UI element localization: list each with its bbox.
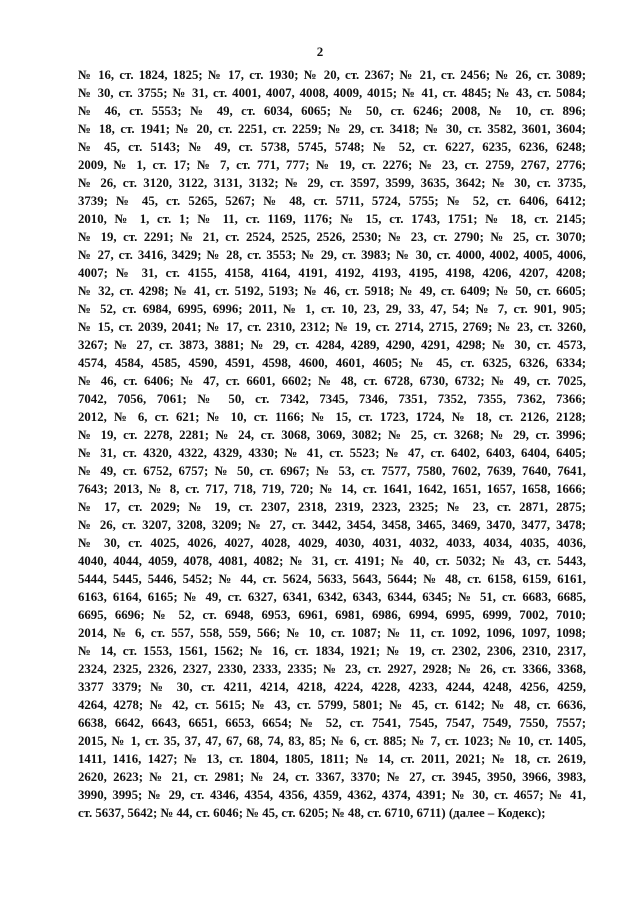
text-line: 3267; № 27, ст. 3873, 3881; № 29, ст. 4284, 4289, 4290, 4291, 4298; № 30, ст. 4573, (78, 338, 586, 352)
text-line: 4264, 4278; № 42, ст. 5615; № 43, ст. 5799, 5801; № 45, ст. 6142; № 48, ст. 6636, (78, 698, 586, 712)
text-line: 4574, 4584, 4585, 4590, 4591, 4598, 4600, 4601, 4605; № 45, ст. 6325, 6326, 6334; (78, 356, 586, 370)
page-number: 2 (316, 44, 324, 59)
text-line: 4007; № 31, ст. 4155, 4158, 4164, 4191, 4192, 4193, 4195, 4198, 4206, 4207, 4208; (78, 266, 586, 280)
text-line: № 18, ст. 1941; № 20, ст. 2251, ст. 2259; № 29, ст. 3418; № 30, ст. 3582, 3601, 3604; (78, 122, 586, 136)
text-line: 3739; № 45, ст. 5265, 5267; № 48, ст. 5711, 5724, 5755; № 52, ст. 6406, 6412; (78, 194, 586, 208)
text-line: № 26, ст. 3120, 3122, 3131, 3132; № 29, ст. 3597, 3599, 3635, 3642; № 30, ст. 3735, (78, 176, 586, 190)
text-line: 2012, № 6, ст. 621; № 10, ст. 1166; № 15, ст. 1723, 1724, № 18, ст. 2126, 2128; (78, 410, 586, 424)
text-line: № 19, ст. 2278, 2281; № 24, ст. 3068, 3069, 3082; № 25, ст. 3268; № 29, ст. 3996; (78, 428, 586, 442)
text-line: 2014, № 6, ст. 557, 558, 559, 566; № 10, ст. 1087; № 11, ст. 1092, 1096, 1097, 1098; (78, 626, 586, 640)
text-line: № 46, ст. 5553; № 49, ст. 6034, 6065; № 50, ст. 6246; 2008, № 10, ст. 896; (78, 104, 586, 118)
text-line: № 46, ст. 6406; № 47, ст. 6601, 6602; № 48, ст. 6728, 6730, 6732; № 49, ст. 7025, (78, 374, 586, 388)
text-line: № 26, ст. 3207, 3208, 3209; № 27, ст. 3442, 3454, 3458, 3465, 3469, 3470, 3477, 3478; (78, 518, 586, 532)
text-line: 7643; 2013, № 8, ст. 717, 718, 719, 720; № 14, ст. 1641, 1642, 1651, 1657, 1658, 1666; (78, 482, 586, 496)
text-line: 1411, 1416, 1427; № 13, ст. 1804, 1805, 1811; № 14, ст. 2011, 2021; № 18, ст. 2619, (78, 752, 586, 766)
text-line: № 14, ст. 1553, 1561, 1562; № 16, ст. 1834, 1921; № 19, ст. 2302, 2306, 2310, 2317, (78, 644, 586, 658)
text-line: № 30, ст. 4025, 4026, 4027, 4028, 4029, 4030, 4031, 4032, 4033, 4034, 4035, 4036, (78, 536, 586, 550)
text-line: № 31, ст. 4320, 4322, 4329, 4330; № 41, ст. 5523; № 47, ст. 6402, 6403, 6404, 6405; (78, 446, 586, 460)
text-line: 2015, № 1, ст. 35, 37, 47, 67, 68, 74, 83, 85; № 6, ст. 885; № 7, ст. 1023; № 10, ст. 1405, (78, 734, 586, 748)
text-line: № 27, ст. 3416, 3429; № 28, ст. 3553; № 29, ст. 3983; № 30, ст. 4000, 4002, 4005, 4006, (78, 248, 586, 262)
text-line: 5444, 5445, 5446, 5452; № 44, ст. 5624, 5633, 5643, 5644; № 48, ст. 6158, 6159, 6161, (78, 572, 586, 586)
text-line: 3377 3379; № 30, ст. 4211, 4214, 4218, 4224, 4228, 4233, 4244, 4248, 4256, 4259, (78, 680, 586, 694)
text-line: № 52, ст. 6984, 6995, 6996; 2011, № 1, ст. 10, 23, 29, 33, 47, 54; № 7, ст. 901, 905; (78, 302, 586, 316)
text-line: 2010, № 1, ст. 1; № 11, ст. 1169, 1176; № 15, ст. 1743, 1751; № 18, ст. 2145; (78, 212, 586, 226)
text-line: № 16, ст. 1824, 1825; № 17, ст. 1930; № 20, ст. 2367; № 21, ст. 2456; № 26, ст. 3089; (78, 68, 586, 82)
text-line: 2324, 2325, 2326, 2327, 2330, 2333, 2335; № 23, ст. 2927, 2928; № 26, ст. 3366, 3368, (78, 662, 586, 676)
text-line: 3990, 3995; № 29, ст. 4346, 4354, 4356, 4359, 4362, 4374, 4391; № 30, ст. 4657; № 41, (78, 788, 586, 802)
text-line: № 49, ст. 6752, 6757; № 50, ст. 6967; № 53, ст. 7577, 7580, 7602, 7639, 7640, 7641, (78, 464, 586, 478)
text-line: 6638, 6642, 6643, 6651, 6653, 6654; № 52, ст. 7541, 7545, 7547, 7549, 7550, 7557; (78, 716, 586, 730)
body-text (78, 66, 586, 822)
text-line: № 19, ст. 2291; № 21, ст. 2524, 2525, 2526, 2530; № 23, ст. 2790; № 25, ст. 3070; (78, 230, 586, 244)
text-line: 6695, 6696; № 52, ст. 6948, 6953, 6961, 6981, 6986, 6994, 6995, 6999, 7002, 7010; (78, 608, 586, 622)
text-line: № 32, ст. 4298; № 41, ст. 5192, 5193; № 46, ст. 5918; № 49, ст. 6409; № 50, ст. 6605; (78, 284, 586, 298)
text-line: ст. 5637, 5642; № 44, ст. 6046; № 45, ст. 6205; № 48, ст. 6710, 6711) (далее – Кодекс); (78, 806, 546, 820)
text-line: № 17, ст. 2029; № 19, ст. 2307, 2318, 2319, 2323, 2325; № 23, ст. 2871, 2875; (78, 500, 586, 514)
text-line: № 15, ст. 2039, 2041; № 17, ст. 2310, 2312; № 19, ст. 2714, 2715, 2769; № 23, ст. 3260, (78, 320, 586, 334)
text-line: 2009, № 1, ст. 17; № 7, ст. 771, 777; № 19, ст. 2276; № 23, ст. 2759, 2767, 2776; (78, 158, 586, 172)
text-line: № 30, ст. 3755; № 31, ст. 4001, 4007, 4008, 4009, 4015; № 41, ст. 4845; № 43, ст. 5084; (78, 86, 586, 100)
text-line: 2620, 2623; № 21, ст. 2981; № 24, ст. 3367, 3370; № 27, ст. 3945, 3950, 3966, 3983, (78, 770, 586, 784)
text-line: 6163, 6164, 6165; № 49, ст. 6327, 6341, 6342, 6343, 6344, 6345; № 51, ст. 6683, 6685, (78, 590, 586, 604)
text-line: 4040, 4044, 4059, 4078, 4081, 4082; № 31, ст. 4191; № 40, ст. 5032; № 43, ст. 5443, (78, 554, 586, 568)
text-line: № 45, ст. 5143; № 49, ст. 5738, 5745, 5748; № 52, ст. 6227, 6235, 6236, 6248; (78, 140, 586, 154)
text-line: 7042, 7056, 7061; № 50, ст. 7342, 7345, 7346, 7351, 7352, 7355, 7362, 7366; (78, 392, 586, 406)
